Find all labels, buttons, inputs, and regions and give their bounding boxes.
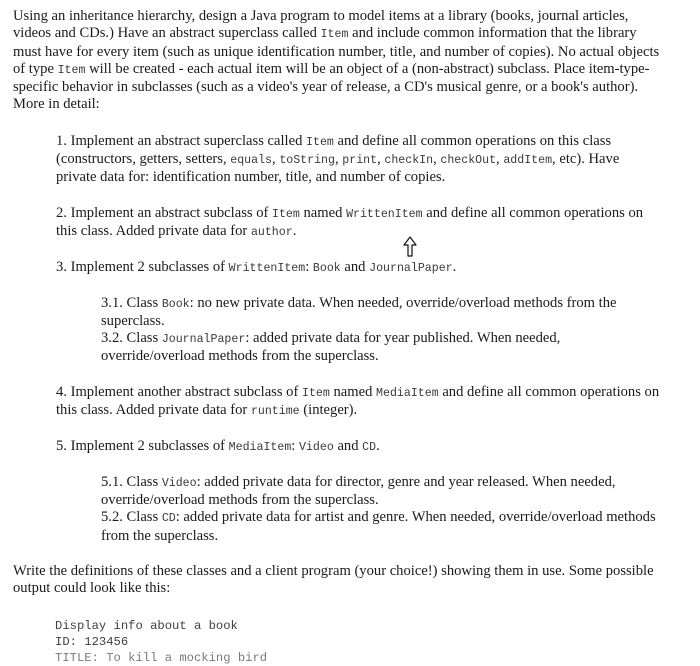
step-1-text: 1. Implement an abstract superclass called xyxy=(56,132,307,149)
step-1-text: , etc). Have xyxy=(552,151,620,168)
code-equals: equals xyxy=(230,154,273,168)
code-item: Item xyxy=(306,135,334,149)
step-1-text: , xyxy=(433,151,441,168)
step-3-2-text: : added private data for year published. When needed, xyxy=(245,330,561,347)
outro-line-1: Write the definitions of these classes and a client program (your choice!) showing them in use. Some possible xyxy=(13,562,654,579)
step-3-2 xyxy=(101,330,686,366)
outro-line-2: output could look like this: xyxy=(13,580,171,597)
step-5-text: 5. Implement 2 subclasses of xyxy=(56,438,229,455)
step-3 xyxy=(56,259,686,277)
step-1-text: , xyxy=(377,151,385,168)
mouse-pointer-icon xyxy=(402,236,418,258)
code-runtime: runtime xyxy=(250,405,300,419)
step-3-text: 3. Implement 2 subclasses of xyxy=(56,259,229,276)
step-3-text: and xyxy=(340,259,370,276)
step-1-text: , xyxy=(272,151,280,168)
step-3-2-text: 3.2. Class xyxy=(101,330,162,347)
step-2-text: named xyxy=(299,204,347,221)
intro-line-4a: of type xyxy=(13,60,58,77)
step-4-text: 4. Implement another abstract subclass of xyxy=(56,383,302,400)
intro-paragraph xyxy=(13,8,686,114)
step-3-text: : xyxy=(305,259,313,276)
step-4 xyxy=(56,384,686,421)
step-2-text: . xyxy=(292,222,297,239)
code-cd: CD xyxy=(161,512,176,526)
code-writtenitem: WrittenItem xyxy=(346,207,423,221)
step-2-text: 2. Implement an abstract subclass of xyxy=(56,204,273,221)
code-print: print xyxy=(342,154,378,168)
code-book: Book xyxy=(312,262,341,276)
code-writtenitem: WrittenItem xyxy=(228,262,306,276)
step-5-1-text: 5.1. Class xyxy=(101,473,162,490)
step-5-2-text: : added private data for artist and genre. When needed, override/overload methods xyxy=(175,509,656,526)
step-1-text: , xyxy=(496,151,504,168)
step-3-1-text: 3.1. Class xyxy=(101,294,162,311)
step-4-text: named xyxy=(329,383,377,400)
intro-line-2-end: and include common information that the library xyxy=(348,25,637,42)
sample-output xyxy=(55,619,686,666)
step-4-text: and define all common operations on xyxy=(438,383,660,400)
step-5-2-text: 5.2. Class xyxy=(101,509,162,526)
code-video: Video xyxy=(161,476,197,490)
step-5-text: : xyxy=(291,438,299,455)
step-5-text: . xyxy=(376,438,380,455)
step-1-text: (constructors, getters, setters, xyxy=(56,151,231,168)
step-5-1-text: override/overload methods from the superclass. xyxy=(101,491,379,508)
code-item: Item xyxy=(302,386,330,400)
code-checkin: checkIn xyxy=(384,154,434,168)
step-1-text: , xyxy=(334,151,343,168)
code-additem: addItem xyxy=(503,154,553,168)
intro-line-3: must have for every item (such as unique identification number, title, and number of copies). No actual objects xyxy=(13,43,660,60)
step-2-text: and define all common operations on xyxy=(422,204,644,221)
step-1-text: private data for: identification number, title, and number of copies. xyxy=(56,169,446,186)
code-journalpaper: JournalPaper xyxy=(369,262,453,276)
step-5-2 xyxy=(101,509,686,545)
step-3-1-text: superclass. xyxy=(101,312,165,329)
step-5-1 xyxy=(101,474,686,510)
step-3-text: . xyxy=(452,259,457,276)
step-5-text: and xyxy=(333,438,363,455)
step-5-1-text: : added private data for director, genre and year released. When needed, xyxy=(196,473,616,490)
step-4-text: this class. Added private data for xyxy=(56,402,251,419)
intro-line-5: specific behavior in subclasses (such as a video's year of release, a CD's musical genre, or a book's author). xyxy=(13,79,639,96)
step-5 xyxy=(56,438,686,456)
sample-line-3: TITLE: To kill a mocking bird xyxy=(55,650,268,665)
intro-line-4b: will be created - each actual item will be an object of a (non-abstract) subclass. Place item-type- xyxy=(85,60,650,77)
code-cd: CD xyxy=(362,441,377,455)
code-author: author xyxy=(250,225,293,239)
code-video: Video xyxy=(299,441,334,455)
outro-paragraph xyxy=(13,563,686,598)
step-3-1-text: : no new private data. When needed, override/overload methods from the xyxy=(189,294,617,311)
code-item: Item xyxy=(57,63,86,77)
code-item: Item xyxy=(320,28,349,42)
step-5-2-text: from the superclass. xyxy=(101,527,219,544)
code-item: Item xyxy=(272,207,300,221)
sample-line-1: Display info about a book xyxy=(55,619,238,634)
step-1 xyxy=(56,133,686,187)
code-journalpaper: JournalPaper xyxy=(161,333,246,347)
intro-line-1: Using an inheritance hierarchy, design a Java program to model items at a library (books, journal articles, xyxy=(13,8,629,24)
code-book: Book xyxy=(161,297,190,311)
sample-line-2: ID: 123456 xyxy=(55,635,129,650)
code-mediaitem: MediaItem xyxy=(228,441,292,455)
intro-line-6: More in detail: xyxy=(13,96,100,113)
step-2 xyxy=(56,205,686,242)
step-3-2-text: override/overload methods from the superclass. xyxy=(101,348,379,365)
intro-line-2: videos and CDs.) Have an abstract superclass called xyxy=(13,25,321,42)
code-tostring: toString xyxy=(279,154,335,168)
step-4-text: (integer). xyxy=(299,402,358,419)
step-3-1 xyxy=(101,295,686,331)
code-checkout: checkOut xyxy=(440,154,497,168)
step-2-text: this class. Added private data for xyxy=(56,222,251,239)
code-mediaitem: MediaItem xyxy=(376,386,439,400)
step-1-text: and define all common operations on this class xyxy=(333,132,612,149)
